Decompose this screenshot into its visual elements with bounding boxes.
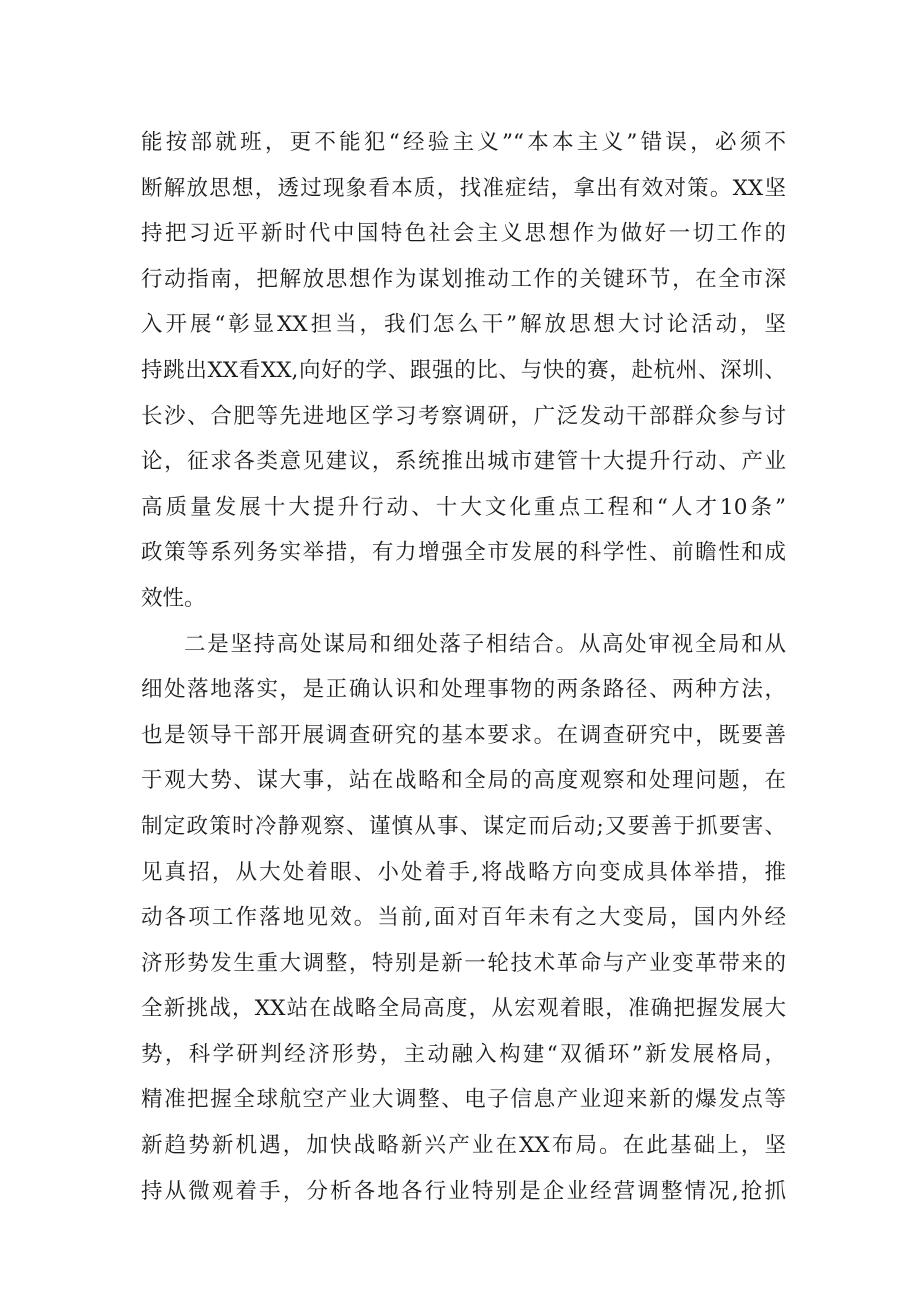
text-line: 效性。 (141, 585, 206, 611)
text-line: 持跳出XX看XX,向好的学、跟强的比、与快的赛，赴杭州、深圳、 (141, 357, 786, 383)
text-line: 政策等系列务实举措，有力增强全市发展的科学性、前瞻性和成 (141, 540, 786, 566)
text-line: 断解放思想，透过现象看本质，找准症结，拿出有效对策。XX坚 (141, 175, 786, 201)
text-line: 二是坚持高处谋局和细处落子相结合。从高处审视全局和从 (184, 631, 786, 657)
paragraph-1 (141, 120, 786, 622)
text-line: 持从微观着手，分析各地各行业特别是企业经营调整情况,抢抓 (141, 1178, 786, 1204)
text-line: 见真招，从大处着眼、小处着手,将战略方向变成具体举措，推 (141, 859, 786, 885)
text-line: 细处落地落实，是正确认识和处理事物的两条路径、两种方法， (141, 677, 786, 703)
text-line: 济形势发生重大调整，特别是新一轮技术革命与产业变革带来的 (141, 950, 786, 976)
text-line: 也是领导干部开展调查研究的基本要求。在调查研究中，既要善 (141, 722, 786, 748)
text-line: 动各项工作落地见效。当前,面对百年未有之大变局，国内外经 (141, 905, 786, 931)
paragraph-2 (141, 622, 786, 1215)
text-line: 势，科学研判经济形势，主动融入构建“双循环”新发展格局， (141, 1041, 786, 1067)
text-line: 精准把握全球航空产业大调整、电子信息产业迎来新的爆发点等 (141, 1087, 786, 1113)
text-line: 制定政策时冷静观察、谨慎从事、谋定而后动;又要善于抓要害、 (141, 813, 786, 839)
text-line: 新趋势新机遇，加快战略新兴产业在XX布局。在此基础上，坚 (141, 1133, 786, 1159)
text-line: 行动指南，把解放思想作为谋划推动工作的关键环节，在全市深 (141, 266, 786, 292)
text-line: 长沙、合肥等先进地区学习考察调研，广泛发动干部群众参与讨 (141, 403, 786, 429)
text-line: 持把习近平新时代中国特色社会主义思想作为做好一切工作的 (141, 221, 786, 247)
text-line: 论，征求各类意见建议，系统推出城市建管十大提升行动、产业 (141, 449, 786, 475)
document-body (141, 120, 786, 1214)
text-line: 高质量发展十大提升行动、十大文化重点工程和“人才10条” (141, 494, 786, 520)
text-line: 于观大势、谋大事，站在战略和全局的高度观察和处理问题，在 (141, 768, 786, 794)
text-line: 全新挑战，XX站在战略全局高度，从宏观着眼，准确把握发展大 (141, 996, 786, 1022)
text-line: 入开展“彰显XX担当，我们怎么干”解放思想大讨论活动，坚 (141, 312, 786, 338)
text-line: 能按部就班，更不能犯“经验主义”“本本主义”错误，必须不 (141, 130, 786, 155)
